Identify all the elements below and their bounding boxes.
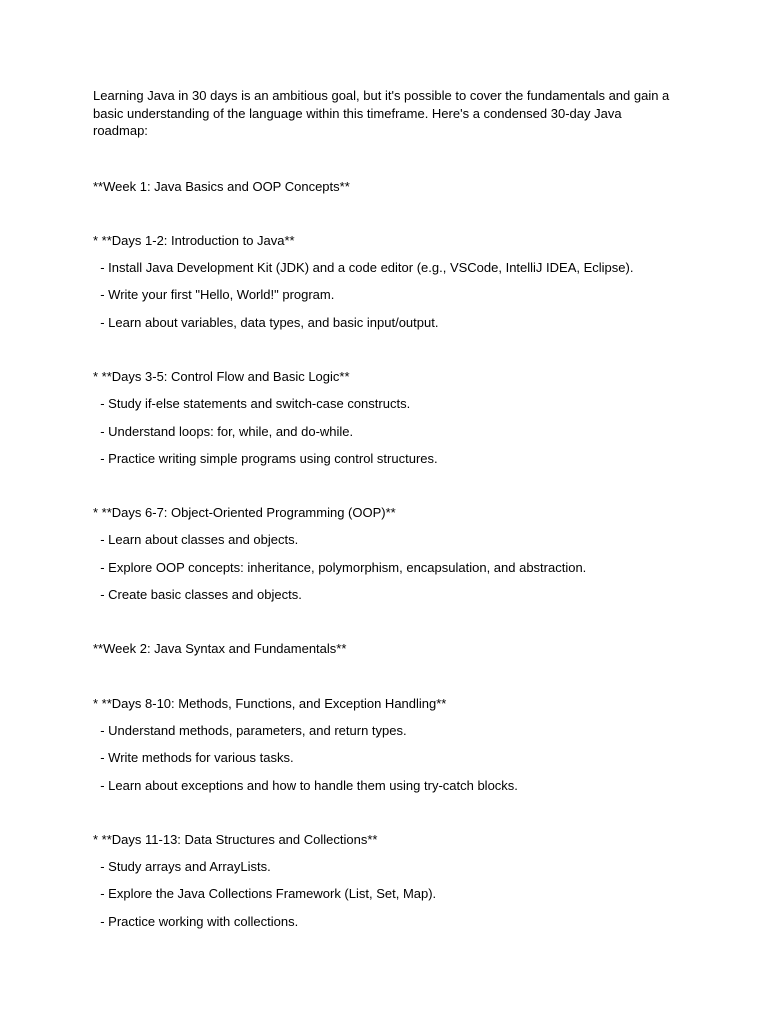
spacer: [93, 613, 673, 640]
section-title-days-1-2: * **Days 1-2: Introduction to Java**: [93, 232, 295, 248]
list-item: - Study arrays and ArrayLists.: [93, 859, 271, 875]
week-1-heading: **Week 1: Java Basics and OOP Concepts**: [93, 178, 350, 194]
list-item: - Write methods for various tasks.: [93, 750, 294, 766]
list-item: - Practice working with collections.: [93, 913, 299, 929]
list-item: - Create basic classes and objects.: [93, 587, 302, 603]
spacer: [93, 341, 673, 368]
week-2-heading: **Week 2: Java Syntax and Fundamentals**: [93, 641, 347, 657]
list-item: - Learn about exceptions and how to handle them using try-catch blocks.: [93, 777, 518, 793]
list-item: - Learn about classes and objects.: [93, 532, 299, 548]
spacer: [93, 804, 673, 831]
spacer: [93, 205, 673, 232]
document-page: [93, 87, 673, 940]
section-title-days-6-7: * **Days 6-7: Object-Oriented Programming (OOP)**: [93, 505, 396, 521]
list-item: - Understand methods, parameters, and return types.: [93, 722, 407, 738]
spacer: [93, 140, 673, 178]
list-item: - Explore the Java Collections Framework (List, Set, Map).: [93, 886, 437, 902]
section-title-days-11-13: * **Days 11-13: Data Structures and Collections**: [93, 831, 378, 847]
spacer: [93, 477, 673, 504]
spacer: [93, 668, 673, 695]
list-item: - Install Java Development Kit (JDK) and a code editor (e.g., VSCode, IntelliJ IDEA, Eclipse).: [93, 260, 634, 276]
section-title-days-3-5: * **Days 3-5: Control Flow and Basic Logic**: [93, 368, 350, 384]
list-item: - Understand loops: for, while, and do-while.: [93, 423, 354, 439]
list-item: - Study if-else statements and switch-case constructs.: [93, 396, 411, 412]
intro-paragraph: Learning Java in 30 days is an ambitious goal, but it's possible to cover the fundamentals and gain a basic understanding of the language within this timeframe. Here's a condensed 30-day Java roadmap:: [93, 88, 670, 138]
list-item: - Learn about variables, data types, and basic input/output.: [93, 314, 439, 330]
list-item: - Write your first "Hello, World!" program.: [93, 287, 335, 303]
section-title-days-8-10: * **Days 8-10: Methods, Functions, and Exception Handling**: [93, 695, 447, 711]
list-item: - Practice writing simple programs using control structures.: [93, 450, 438, 466]
list-item: - Explore OOP concepts: inheritance, polymorphism, encapsulation, and abstraction.: [93, 559, 587, 575]
